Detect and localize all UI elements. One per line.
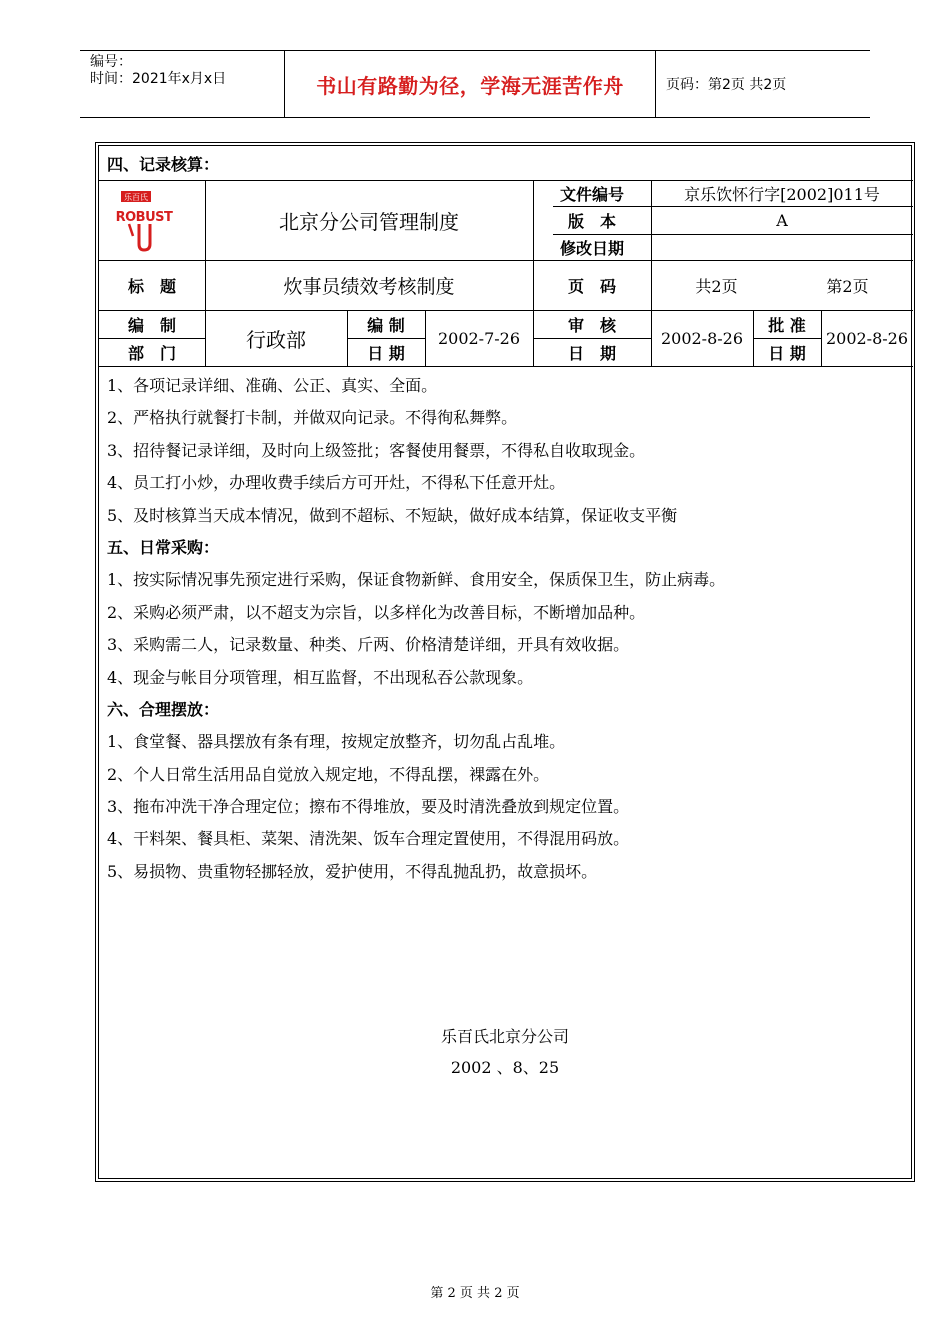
motto: 书山有路勤为径，学海无涯苦作舟 — [285, 51, 656, 117]
dept-label: 部 门 — [127, 343, 176, 363]
number-label: 编号： — [90, 54, 132, 70]
page-total: 共2页 — [695, 276, 738, 296]
logo-top-text: 乐百氏 — [124, 193, 148, 202]
dept-value: 行政部 — [246, 327, 306, 352]
page-header — [80, 50, 870, 118]
system-title: 北京分公司管理制度 — [279, 209, 459, 234]
list-item: 4、现金与帐目分项管理，相互监督，不出现私吞公款现象。 — [107, 667, 534, 687]
header-meta — [80, 51, 285, 117]
doc-no-label: 文件编号 — [559, 184, 624, 204]
section-title-records: 四、记录核算： — [107, 154, 220, 174]
signoff-date: 2002 、8、25 — [450, 1058, 560, 1077]
list-item: 4、干料架、餐具柜、菜架、清洗架、饭车合理定置使用，不得混用码放。 — [107, 829, 630, 849]
approve-label: 批 准 — [768, 315, 806, 335]
version-value: A — [776, 210, 788, 230]
list-item: 2、严格执行就餐打卡制，并做双向记录。不得徇私舞弊。 — [107, 408, 518, 428]
title-label: 标 题 — [127, 276, 176, 296]
robust-logo-icon — [109, 188, 179, 252]
page-code-value — [651, 260, 913, 310]
revision-date-label: 修改日期 — [559, 238, 624, 258]
compile-date-label: 日 期 — [367, 343, 405, 363]
page-code-label: 页 码 — [567, 276, 616, 296]
approve-date: 2002-8-26 — [825, 328, 909, 348]
doc-no-value: 京乐饮怀行字[2002]011号 — [684, 184, 880, 204]
signoff-company: 乐百氏北京分公司 — [440, 1027, 569, 1046]
page-footer: 第 2 页 共 2 页 — [430, 1286, 520, 1301]
section-heading: 六、合理摆放： — [107, 699, 220, 719]
review-date-label: 日 期 — [567, 343, 616, 363]
logo-cell — [99, 180, 205, 260]
page-indicator: 页码：第2页 共2页 — [666, 77, 787, 93]
title-value: 炊事员绩效考核制度 — [283, 275, 455, 298]
document-frame — [95, 142, 915, 1182]
review-label: 审 核 — [567, 315, 616, 335]
time-label: 时间：2021年x月x日 — [90, 71, 227, 87]
list-item: 3、招待餐记录详细，及时向上级签批；客餐使用餐票，不得私自收取现金。 — [107, 440, 646, 460]
list-item: 3、拖布冲洗干净合理定位；擦布不得堆放，要及时清洗叠放到规定位置。 — [107, 797, 630, 817]
section-heading: 五、日常采购： — [107, 537, 220, 557]
list-item: 5、及时核算当天成本情况，做到不超标、不短缺，做好成本结算，保证收支平衡 — [107, 505, 678, 525]
list-item: 1、食堂餐、器具摆放有条有理，按规定放整齐，切勿乱占乱堆。 — [107, 732, 566, 752]
logo-brand-text: ROBUST — [115, 210, 173, 225]
list-item: 3、采购需二人，记录数量、种类、斤两、价格清楚详细，开具有效收据。 — [107, 635, 630, 655]
list-item: 2、个人日常生活用品自觉放入规定地，不得乱摆，裸露在外。 — [107, 764, 550, 784]
approve-date-label: 日 期 — [768, 343, 806, 363]
review-date: 2002-8-26 — [660, 328, 744, 348]
document-table — [98, 145, 912, 1179]
compile-label: 编 制 — [127, 315, 176, 335]
compile-date: 2002-7-26 — [437, 328, 521, 348]
list-item: 4、员工打小炒，办理收费手续后方可开灶，不得私下任意开灶。 — [107, 473, 566, 493]
list-item: 5、易损物、贵重物轻挪轻放，爱护使用，不得乱抛乱扔，故意损坏。 — [107, 861, 598, 881]
revision-date-value — [651, 234, 913, 260]
list-item: 2、采购必须严肃，以不超支为宗旨，以多样化为改善目标，不断增加品种。 — [107, 602, 646, 622]
list-item: 1、按实际情况事先预定进行采购，保证食物新鲜、食用安全，保质保卫生，防止病毒。 — [107, 570, 726, 590]
list-item: 1、各项记录详细、准确、公正、真实、全面。 — [107, 376, 438, 395]
version-label: 版 本 — [567, 211, 616, 231]
policy-content — [107, 370, 907, 888]
page-current: 第2页 — [826, 276, 869, 296]
compile-short-label: 编 制 — [367, 315, 405, 335]
